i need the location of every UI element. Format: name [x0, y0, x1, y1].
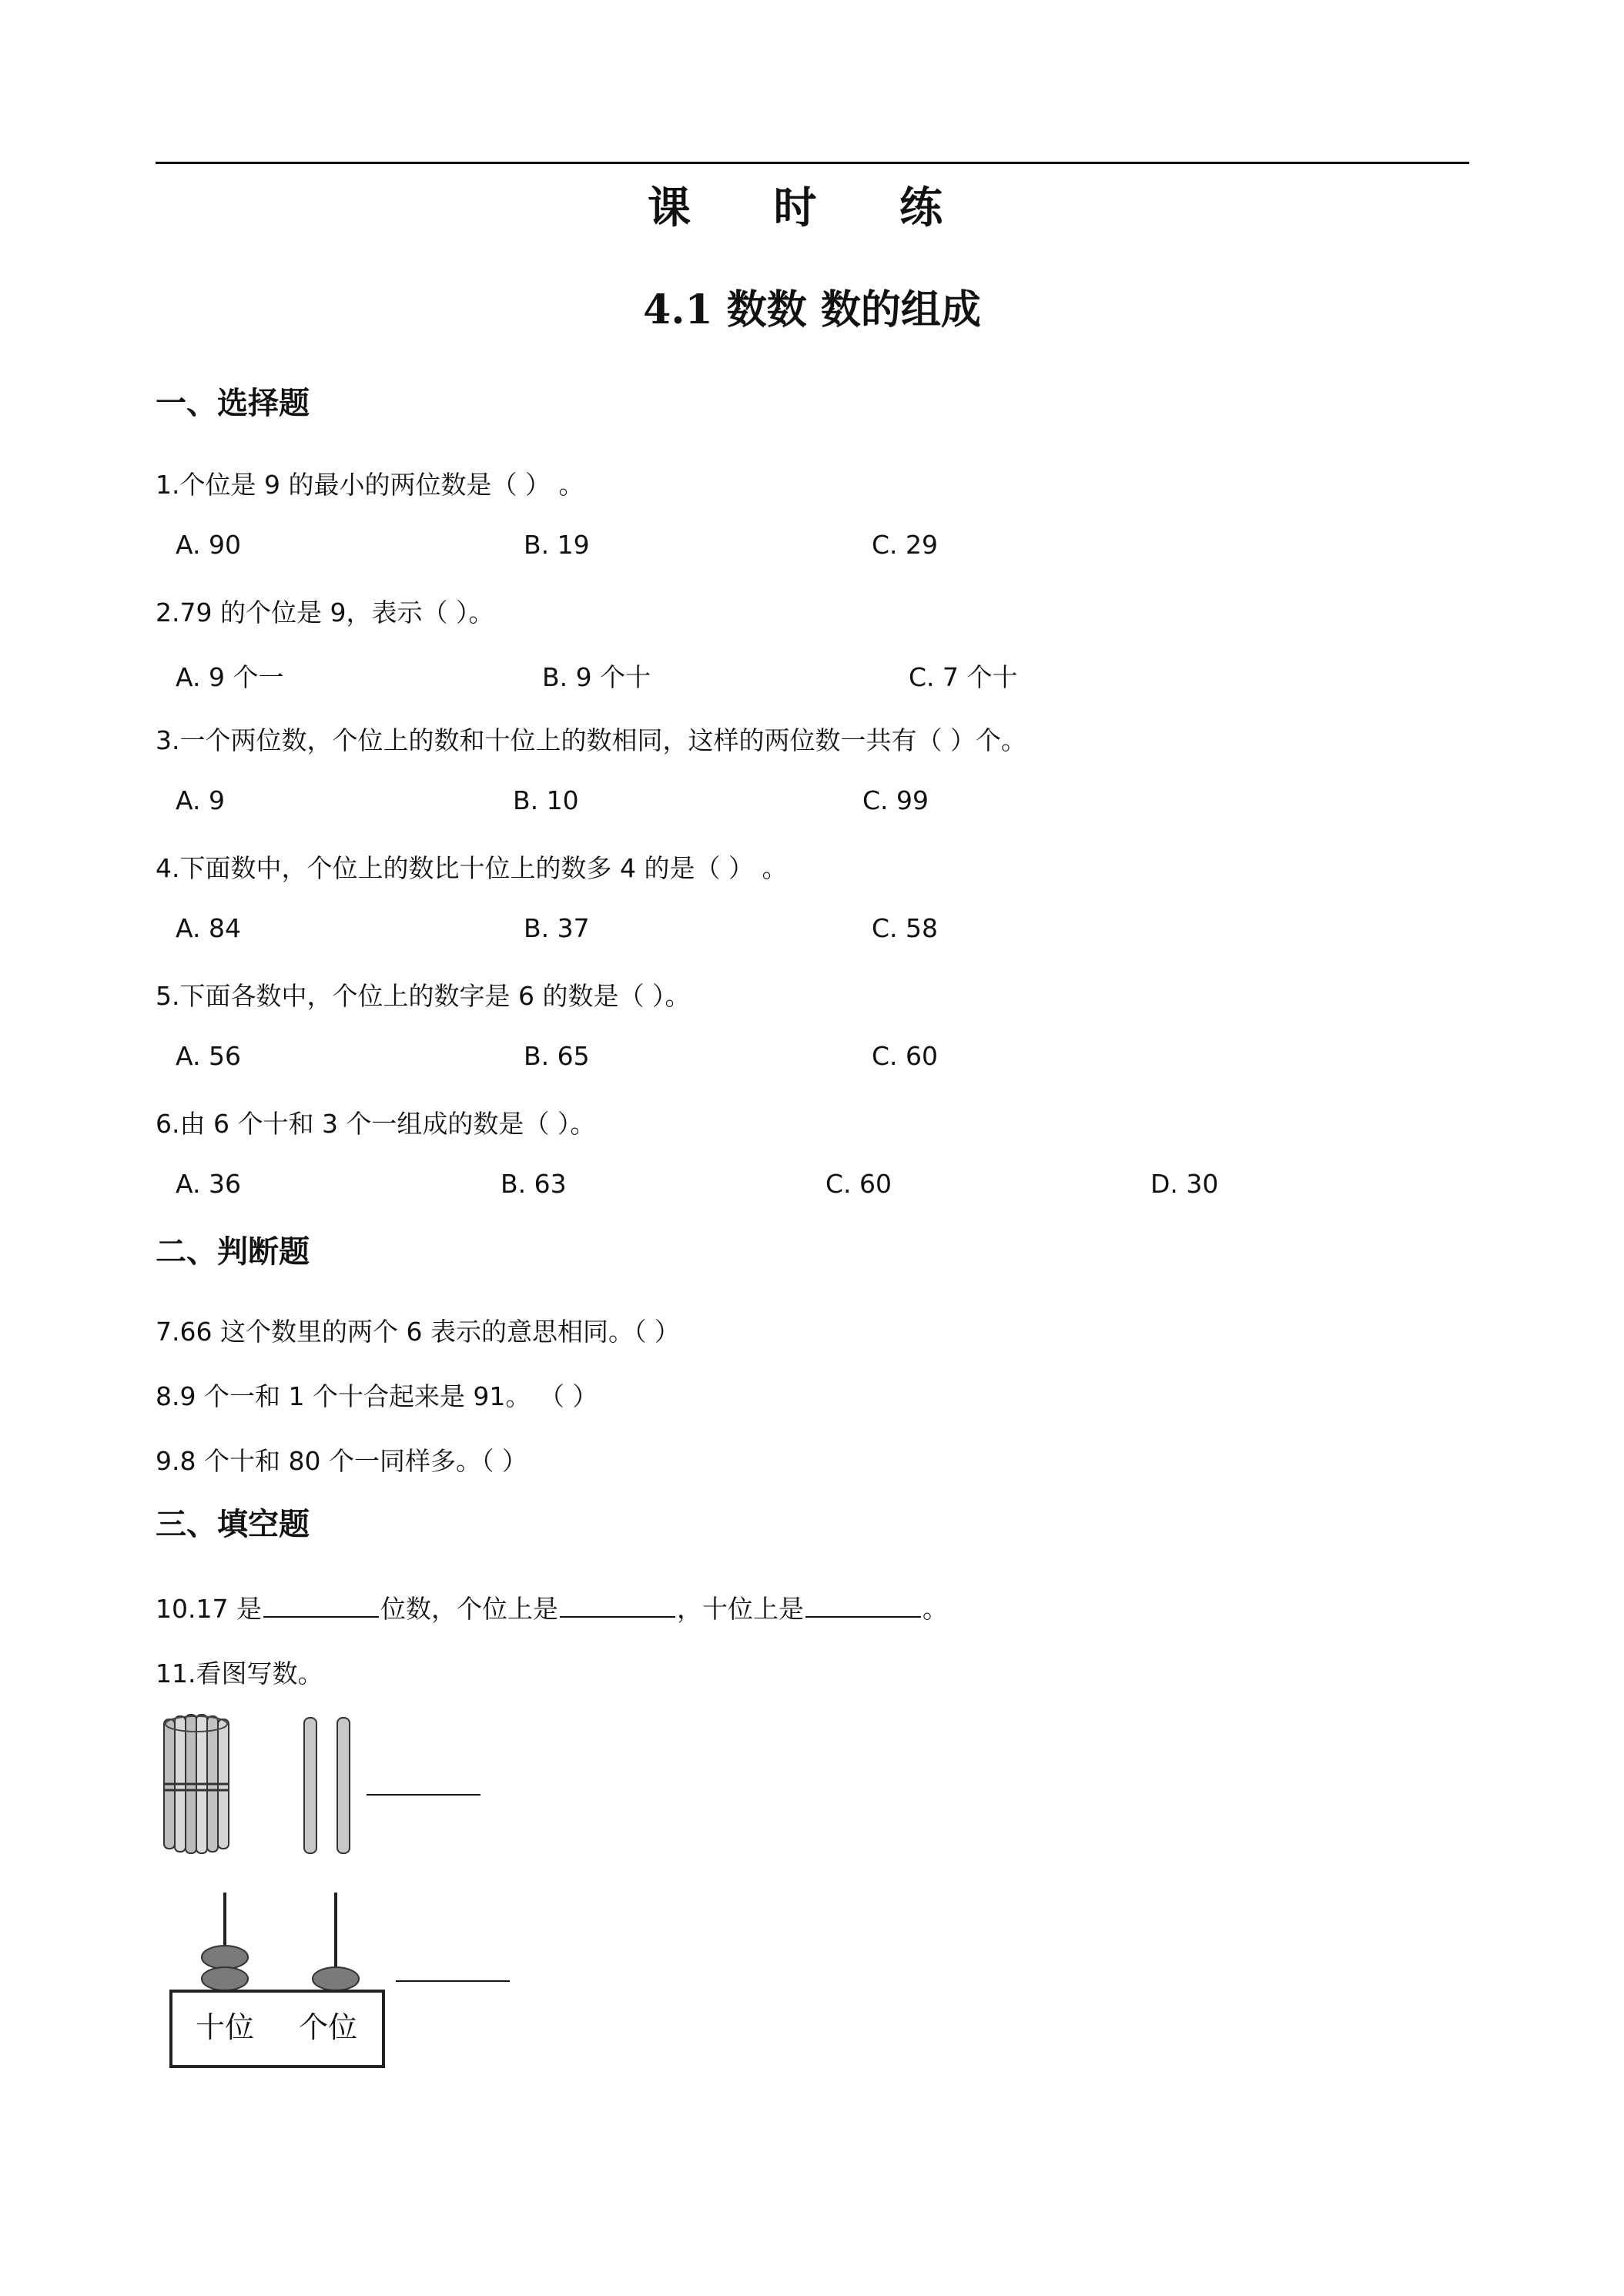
q10-text-3: ，十位上是: [676, 1594, 804, 1624]
q2-option-c: C. 7 个十: [909, 662, 1018, 692]
q5-option-c: C. 60: [872, 1041, 939, 1071]
ones-label: 个位: [298, 2010, 358, 2044]
question-10: [156, 1589, 948, 1625]
q4-option-a: A. 84: [176, 913, 241, 943]
question-9: 9.8 个十和 80 个一同样多。（ ）: [156, 1446, 527, 1476]
q11-sticks-answer-blank[interactable]: [367, 1794, 481, 1796]
q11-abacus-answer-blank[interactable]: [396, 1980, 510, 1982]
section-judge-heading: 二、判断题: [156, 1234, 310, 1270]
question-4: 4.下面数中，个位上的数比十位上的数多 4 的是（ ） 。: [156, 853, 788, 883]
stick-bundle-icon: [164, 1715, 229, 1853]
question-11: 11.看图写数。: [156, 1658, 323, 1689]
abacus-image: [162, 1893, 393, 2071]
header-title: 课 时 练: [648, 182, 976, 233]
q10-blank-ones[interactable]: [560, 1593, 675, 1618]
single-stick-icon: [304, 1718, 350, 1853]
q6-option-a: A. 36: [176, 1169, 241, 1199]
q6-option-c: C. 60: [825, 1169, 892, 1199]
q3-option-b: B. 10: [513, 785, 579, 815]
question-5: 5.下面各数中，个位上的数字是 6 的数是（ ）。: [156, 981, 691, 1011]
q6-option-b: B. 63: [501, 1169, 567, 1199]
q4-option-c: C. 58: [872, 913, 939, 943]
q1-option-c: C. 29: [872, 530, 939, 560]
q1-option-b: B. 19: [524, 530, 590, 560]
question-6: 6.由 6 个十和 3 个一组成的数是（ ）。: [156, 1109, 596, 1139]
q10-text-2: 位数，个位上是: [380, 1594, 558, 1624]
bead-icon: [202, 1967, 248, 1990]
q10-text-4: 。: [922, 1594, 948, 1624]
q6-option-d: D. 30: [1150, 1169, 1219, 1199]
q5-option-b: B. 65: [524, 1041, 590, 1071]
question-7: 7.66 这个数里的两个 6 表示的意思相同。（ ）: [156, 1317, 680, 1347]
question-8: 8.9 个一和 1 个十合起来是 91。 （ ）: [156, 1381, 598, 1411]
document-title: 4.1 数数 数的组成: [643, 286, 981, 333]
q5-option-a: A. 56: [176, 1041, 241, 1071]
q10-blank-tens[interactable]: [805, 1593, 921, 1618]
q10-text-1: 10.17 是: [156, 1594, 262, 1624]
q1-option-a: A. 90: [176, 530, 241, 560]
question-2: 2.79 的个位是 9，表示（ ）。: [156, 597, 494, 628]
bead-icon: [313, 1967, 359, 1990]
counting-sticks-image: [158, 1713, 366, 1859]
q2-option-b: B. 9 个十: [542, 662, 651, 692]
q3-option-a: A. 9: [176, 785, 225, 815]
q2-option-a: A. 9 个一: [176, 662, 284, 692]
tens-label: 十位: [195, 2010, 255, 2044]
q3-option-c: C. 99: [862, 785, 929, 815]
q4-option-b: B. 37: [524, 913, 590, 943]
section-choice-heading: 一、选择题: [156, 386, 310, 421]
bead-icon: [202, 1946, 248, 1969]
question-3: 3.一个两位数，个位上的数和十位上的数相同，这样的两位数一共有（ ）个。: [156, 725, 1026, 755]
section-fill-heading: 三、填空题: [156, 1507, 310, 1542]
q10-blank-digits[interactable]: [263, 1593, 379, 1618]
header-rule: [156, 162, 1469, 164]
question-1: 1.个位是 9 的最小的两位数是（ ） 。: [156, 470, 584, 500]
